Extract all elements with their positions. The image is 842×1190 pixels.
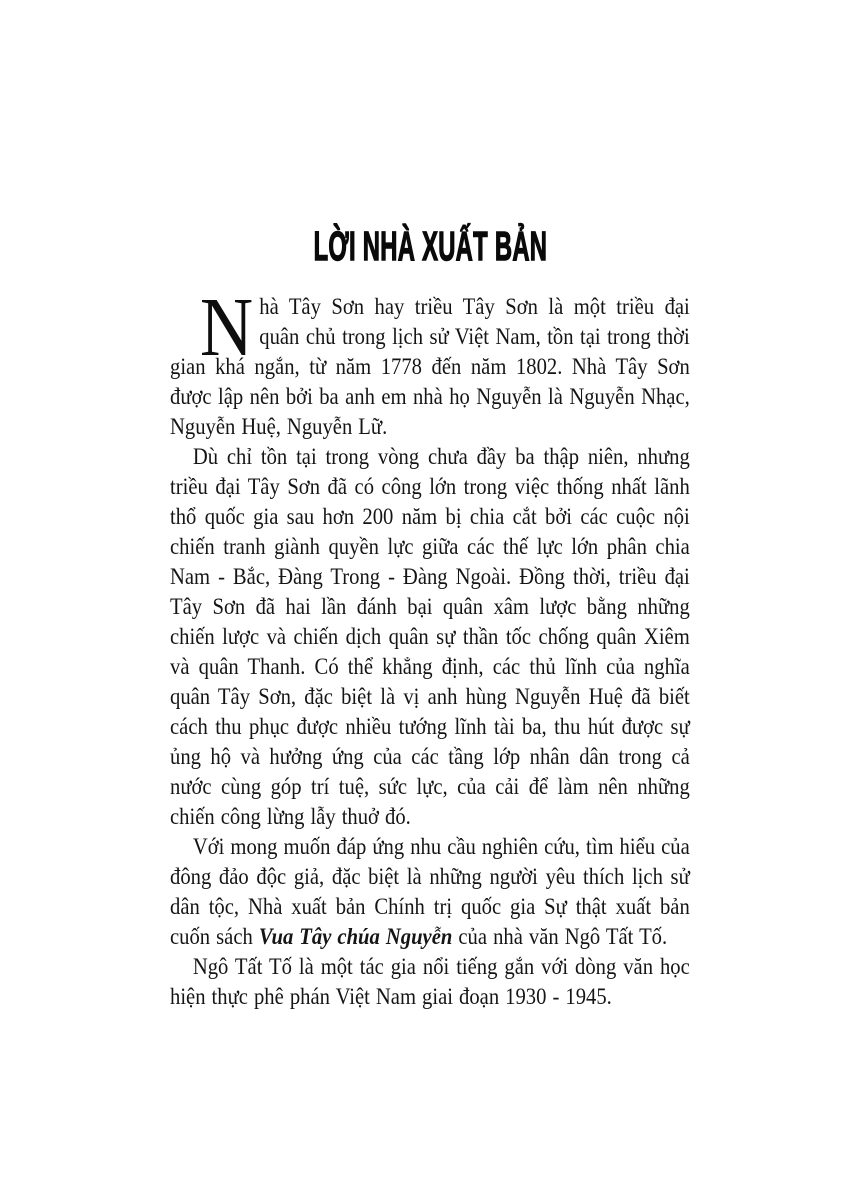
paragraph-publisher: [170, 832, 690, 952]
book-title-emphasis: Vua Tây chúa Nguyễn: [258, 924, 453, 950]
chapter-title: LỜI NHÀ XUẤT BẢN: [313, 223, 547, 269]
paragraph-author: Ngô Tất Tố là một tác gia nổi tiếng gắn với dòng văn học hiện thực phê phán Việt Nam giai đoạn 1930 - 1945.: [170, 954, 690, 1010]
chapter-title-container: [170, 224, 690, 269]
drop-cap: N: [199, 281, 254, 374]
paragraph-intro: [170, 281, 690, 442]
paragraph-intro-text: hà Tây Sơn hay triều Tây Sơn là một triều đại quân chủ trong lịch sử Việt Nam, tồn tại trong thời gian khá ngắn, từ năm 1778 đến năm 1802. Nhà Tây Sơn được lập nên bởi ba anh em nhà họ Nguyễn là Nguyễn Nhạc, Nguyễn Huệ, Nguyễn Lữ.: [170, 294, 690, 440]
paragraph-publisher-pre: Với mong muốn đáp ứng nhu cầu nghiên cứu, tìm hiểu của đông đảo độc giả, đặc biệt là những người yêu thích lịch sử dân tộc, Nhà xuất bản Chính trị quốc gia Sự thật xuất bản cuốn sách: [170, 834, 690, 950]
paragraph-publisher-post: của nhà văn Ngô Tất Tố.: [452, 924, 668, 950]
paragraph-history: Dù chỉ tồn tại trong vòng chưa đầy ba thập niên, nhưng triều đại Tây Sơn đã có công lớn trong việc thống nhất lãnh thổ quốc gia sau hơn 200 năm bị chia cắt bởi các cuộc nội chiến tranh giành quyền lực giữa các thế lực lớn phân chia Nam - Bắc, Đàng Trong - Đàng Ngoài. Đồng thời, triều đại Tây Sơn đã hai lần đánh bại quân xâm lược bằng những chiến lược và chiến dịch quân sự thần tốc chống quân Xiêm và quân Thanh. Có thể khẳng định, các thủ lĩnh của nghĩa quân Tây Sơn, đặc biệt là vị anh hùng Nguyễn Huệ đã biết cách thu phục được nhiều tướng lĩnh tài ba, thu hút được sự ủng hộ và hưởng ứng của các tầng lớp nhân dân trong cả nước cùng góp trí tuệ, sức lực, của cải để làm nên những chiến công lừng lẫy thuở đó.: [170, 444, 690, 830]
body-text-block: [170, 281, 690, 1012]
